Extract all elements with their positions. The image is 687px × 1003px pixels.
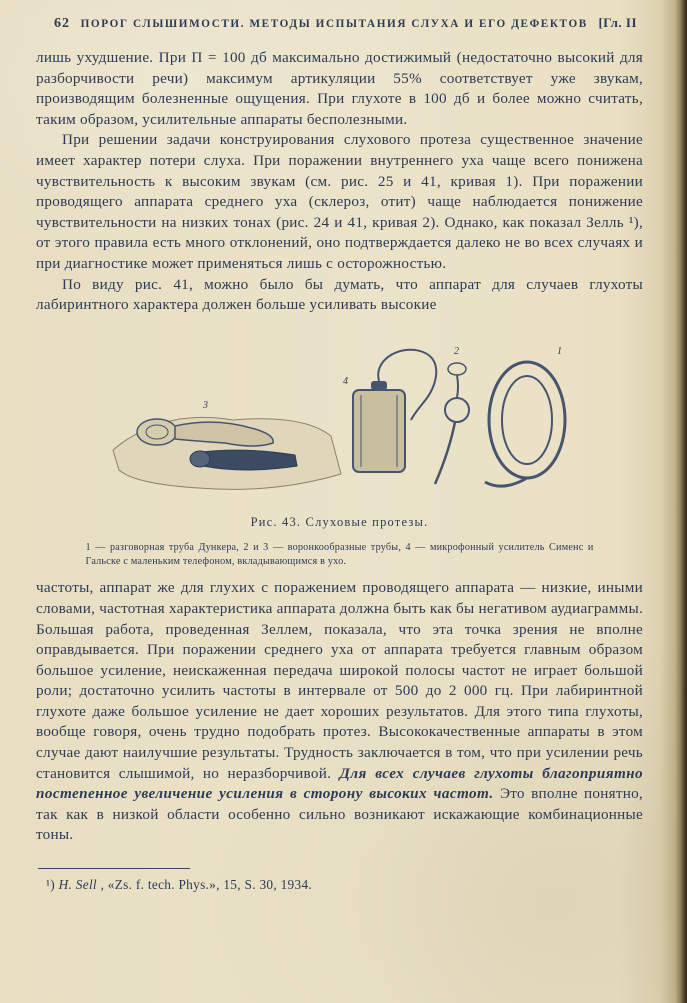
pipe-neck	[457, 375, 458, 397]
footnote-marker: ¹)	[46, 877, 59, 893]
speaking-tube-coil-inner	[502, 376, 552, 464]
chapter-label: [Гл. II	[598, 15, 637, 30]
footnote	[36, 875, 643, 896]
pipe-stem	[435, 422, 455, 484]
speaking-tube-coil-outer	[489, 362, 565, 478]
trumpet-dark-tube	[201, 450, 297, 470]
paragraph-4-start: частоты, аппарат же для глухих с поражением проводящего аппарата — низкие, иными словами, частотная характеристика аппарата должна быть как бы негативом аудиаграммы. Большая работа, проведенная Зеллем, показала, что эта точка зрения не вполне оправдывается. При поражении среднего уха от аппарата требуется главным образом большое усиление, неискаженная передача широкой полосы частот не играет большой роли; достаточно усилить частоты в интервале от 500 до 2 000 гц. При лабиринтной глухоте даже большое усиление не дает хороших результатов. Для этого типа глухоты, вообще говоря, очень трудно подобрать протез. Высококачественные аппараты в этом случае дают наилучшие результаты. Трудность заключается в том, что при усилении речь становится слышимой, но неразборчивой.	[36, 579, 643, 782]
running-head	[0, 0, 687, 32]
running-title: ПОРОГ СЛЫШИМОСТИ. МЕТОДЫ ИСПЫТАНИЯ СЛУХА И ЕГО ДЕФЕКТОВ	[80, 18, 588, 30]
pipe-funnel	[448, 363, 466, 375]
hearing-prostheses-illustration	[105, 332, 575, 504]
paragraph-1: лишь ухудшение. При П = 100 дб максимально достижимый (недостаточно высокий для разборчивости речи) максимум артикуляции 55% соответствует уже звукам, производящим болезненные ощущения. При глухоте в 100 дб и более можно считать, таким образом, усилительные аппараты бесполезными.	[36, 49, 643, 128]
paragraph-4	[36, 578, 643, 846]
trumpet-bell	[137, 419, 177, 445]
amplifier-cap	[371, 381, 387, 390]
figure-label-4: 4	[342, 375, 348, 387]
paragraph-4-emphasis: Для всех случаев глухоты благоприятно постепенное увеличение усиления в сторону высоких частот.	[36, 764, 643, 803]
footnote-rule	[38, 868, 190, 869]
pipe-bulb	[445, 398, 469, 422]
speaking-tube-end	[485, 478, 527, 486]
figure-label-2: 2	[453, 345, 459, 357]
paragraph-3: По виду рис. 41, можно было бы думать, что аппарат для случаев глухоты лабиринтного характера должен больше усиливать высокие	[36, 275, 643, 314]
figure-legend: 1 — разговорная труба Дункера, 2 и 3 — воронкообразные трубы, 4 — микрофонный усилитель Сименс и Гальске с маленьким телефоном, вкладывающимся в ухо.	[85, 542, 594, 567]
paragraph-4-end: Это вполне понятно, так как в низкой области особенно сильно возникают искажающие комбинационные тоны.	[36, 785, 644, 844]
footnote-reference: , «Zs. f. tech. Phys.», 15, S. 30, 1934.	[100, 877, 313, 893]
footnote-author: H. Sell	[58, 877, 97, 893]
page-number: 62	[54, 16, 70, 31]
paragraph-2: При решении задачи конструирования слухового протеза существенное значение имеет характер потери слуха. При поражении внутреннего уха чаще всего понижена чувствительность к высоким звукам (см. рис. 25 и 41, кривая 1). При поражении проводящего аппарата среднего уха (склероз, отит) чаще наблюдается понижение чувствительности на низких тонах (рис. 24 и 41, кривая 2). Однако, как показал Зелль ¹), от этого правила есть много отклонений, оно подтверждается далеко не во всех случаях и при диагностике может применяться лишь с осторожностью.	[36, 131, 643, 272]
text-block	[0, 32, 687, 896]
figure-label-3: 3	[202, 399, 208, 411]
trumpet-dark-bell	[190, 451, 210, 467]
figure-label-1: 1	[556, 345, 562, 357]
figure-caption: Рис. 43. Слуховые протезы.	[250, 514, 429, 529]
figure-43	[70, 332, 610, 569]
